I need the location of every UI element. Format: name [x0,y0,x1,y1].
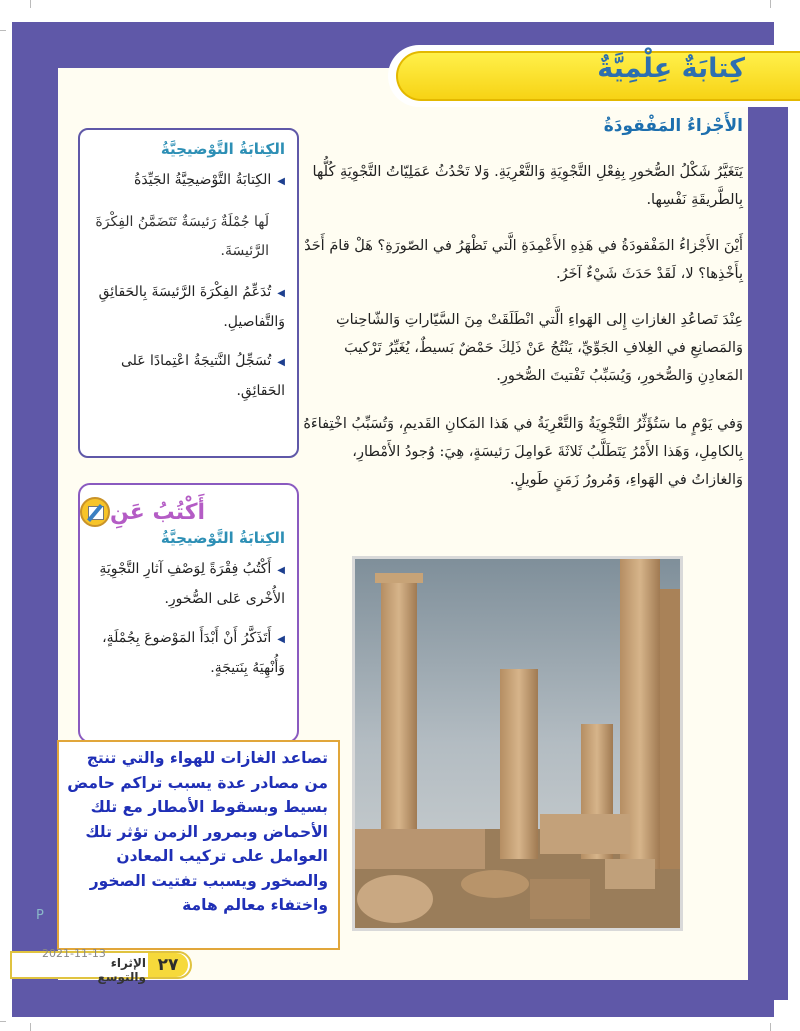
explanatory-writing-box [78,128,299,458]
fallen-drum [357,875,433,923]
stone-wall [355,829,485,869]
page-number: ٢٧ [148,953,188,977]
page-title: كِتابَةٌ عِلْمِيَّةٌ [597,53,745,84]
sidebar-bullet-text: تُدَعِّمُ الفِكْرَةَ الرَّئيسَةَ بِالحَقائِقِ وَالتَّفاصيلِ. [98,284,285,330]
write-about-box [78,483,299,743]
write-box-subheading: الكِتابَةُ التَّوْضيحِيَّةُ [160,529,285,547]
column [660,589,680,869]
sidebar-bullet-text: تُسَجِّلُ النَّتيجَةُ اعْتِمادًا عَلى الحَقائِقِ. [120,353,285,399]
watermark: P [36,908,44,923]
write-box-bullet-text: أَتَذَكَّرُ أَنْ أَبْدَأَ المَوْضوعَ بِجُمْلَةٍ، وَأُنْهِيَهُ بِنَتيجَةٍ. [102,630,285,676]
pencil-paper-icon [80,497,110,527]
photo-illustration [355,559,680,928]
write-box-title: أَكْتُبُ عَنِ [110,499,206,525]
article-paragraph: أَيْنَ الأَجْزاءُ المَفْقودَةُ في هَذِهِ الأَعْمِدَةِ الَّتي تَظْهَرُ في الصّورَةِ؟ هَلْ قامَ أَحَدٌ بِأَخْذِها؟ لا، لَقَدْ حَدَثَ شَيْءٌ آخَرُ. [304,238,743,282]
column [381,579,417,859]
article-paragraph: يَتَغَيَّرُ شَكْلُ الصُّخورِ بِفِعْلِ التَّجْوِيَةِ وَالتَّعْرِيَةِ. وَلا تَحْدُثُ عَمَلِيّاتُ التَّجْوِيَةِ كُلُّها بِالطَّريقَةِ نَفْسِها. [312,164,743,208]
write-box-header [80,485,297,527]
fallen-block [530,879,590,919]
ruined-columns-photo [352,556,683,931]
stone-wall [540,814,630,854]
crop-mark [30,0,31,8]
write-box-bullet [80,551,297,620]
footer-section-label: الإثراء والتوسع [97,956,146,984]
handwritten-answer-note: تصاعد الغازات للهواء والتي تنتج من مصادر عدة يسبب تراكم حامض بسيط وبسقوط الأمطار مع تلك الأحماض وبمرور الزمن تؤثر تلك العوامل على تركيب المعادن والصخور ويسبب تفتيت الصخور واختفاء معالم هامة [57,740,340,950]
column-capital [375,573,423,583]
article-paragraph: عِنْدَ تَصاعُدِ الغازاتِ إِلى الهَواءِ الَّتي انْطَلَقَتْ مِنَ السَّيّاراتِ وَالشّاحِناتِ وَالمَصانِعِ في الغِلافِ الجَوِّيِّ، يَنْتُجُ عَنْ ذَلِكَ حَمْضٌ بَسيطٌ، يُغَيِّرُ تَرْكيبَ المَعادِنِ وَالصُّخورِ، وَيُسَبِّبُ تَفْتيتَ الصُّخورِ. [335,312,743,384]
sidebar-sub-item: لَها جُمْلَةٌ رَئيسَةٌ تَتَضَمَّنُ الفِكْرَةَ الرَّئيسَةَ. [95,214,269,259]
article-heading: الأَجْزاءُ المَفْقودَةُ [603,116,743,136]
crop-mark [770,0,771,8]
sidebar-bullet-text: الكِتابَةُ التَّوْضيحِيَّةُ الجَيِّدَةُ [134,172,272,188]
sidebar-heading: الكِتابَةُ التَّوْضيحِيَّةُ [160,140,285,158]
title-banner [388,45,800,107]
crop-mark [0,30,6,31]
page-edge-strip [774,100,788,1000]
bullet-triangle-icon: ◀ [277,288,285,299]
bullet-triangle-icon: ◀ [277,357,285,368]
bullet-triangle-icon: ◀ [277,176,285,187]
sidebar-bullet [80,274,297,343]
crop-mark [0,1021,6,1022]
fallen-block [605,859,655,889]
write-box-bullet [80,620,297,689]
bullet-triangle-icon: ◀ [277,634,285,645]
bullet-triangle-icon: ◀ [277,565,285,576]
column [500,669,538,859]
sidebar-bullet [80,343,297,412]
fallen-drum [461,870,529,898]
crop-mark [770,1023,771,1031]
crop-mark [30,1023,31,1031]
write-box-bullet-text: أَكْتُبُ فِقْرَةً لِوَصْفِ آثارِ التَّجْوِيَةِ الأُخْرى عَلى الصُّخورِ. [99,561,285,607]
sidebar-bullet [80,162,297,202]
article-paragraph: وَفي يَوْمٍ ما سَتُؤَثِّرُ التَّجْوِيَةُ وَالتَّعْرِيَةُ في هَذا المَكانِ القَديمِ، وَتُسَبِّبُ اخْتِفاءَهُ بِالكامِلِ، وَهَذا الأَمْرُ يَتَطَلَّبُ ثَلاثَةَ عَوامِلَ رَئيسَةٍ، هِيَ: وُجودُ الأَمْطارِ، وَالغازاتُ في الهَواءِ، وَمُرورُ زَمَنٍ طَويلٍ. [303,416,743,488]
date-stamp: 2021-11-13 [42,947,106,960]
